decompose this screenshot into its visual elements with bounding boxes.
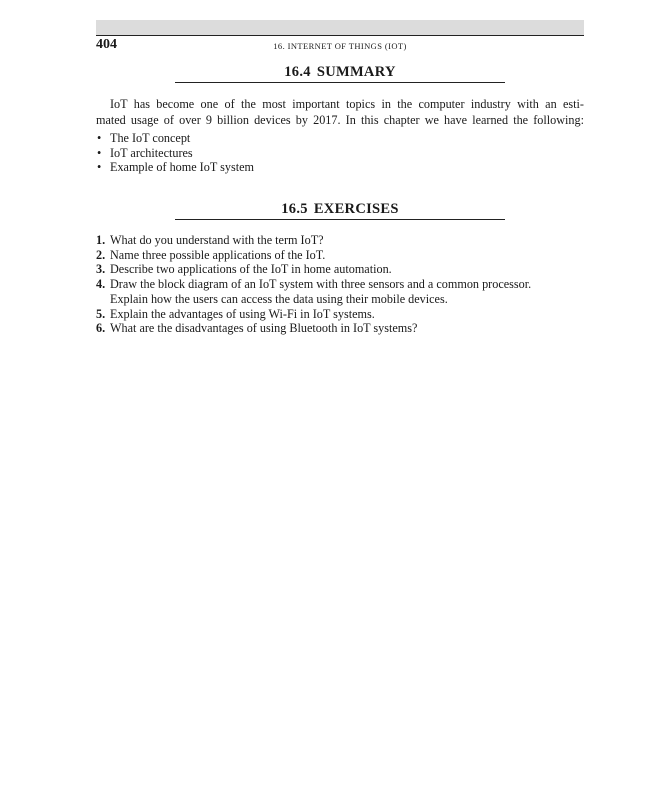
exercise-text: Draw the block diagram of an IoT system with three sensors and a common processor. <box>110 277 532 292</box>
exercise-number: 6. <box>96 321 106 336</box>
exercise-number: 2. <box>96 247 106 262</box>
exercise-text: Explain the advantages of using Wi-Fi in IoT systems. <box>110 306 375 321</box>
summary-number: 16.4 <box>284 64 311 80</box>
exercise-text-continuation: Explain how the users can access the data using their mobile devices. <box>110 291 448 306</box>
exercises-heading-rule <box>175 219 505 220</box>
summary-heading <box>175 64 505 81</box>
exercises-heading <box>175 201 505 218</box>
summary-paragraph <box>96 96 584 128</box>
summary-paragraph-line: IoT has become one of the most important topics in the computer industry with an esti- <box>110 97 584 111</box>
list-item: • IoT architectures <box>97 145 193 160</box>
exercise-number: 3. <box>96 262 106 277</box>
page-number: 404 <box>96 37 117 52</box>
summary-paragraph-line: mated usage of over 9 billion devices by 2017. In this chapter we have learned the following: <box>96 113 584 127</box>
bullet-icon: • <box>97 160 102 174</box>
exercise-item <box>96 307 584 322</box>
exercise-text: Describe two applications of the IoT in home automation. <box>110 262 392 277</box>
header-band <box>96 20 584 35</box>
bullet-icon: • <box>97 145 102 160</box>
exercises-number: 16.5 <box>281 201 308 217</box>
exercise-item <box>96 233 584 248</box>
exercise-text: What are the disadvantages of using Bluetooth in IoT systems? <box>110 321 418 336</box>
exercise-number: 5. <box>96 306 106 321</box>
exercise-item <box>96 262 584 277</box>
summary-bullet-list <box>96 131 584 175</box>
exercise-item <box>96 248 584 263</box>
exercise-number: 1. <box>96 233 106 247</box>
list-item: • Example of home IoT system <box>97 160 254 174</box>
summary-title: SUMMARY <box>316 64 396 80</box>
exercises-title: EXERCISES <box>313 201 399 217</box>
exercise-number: 4. <box>96 277 106 292</box>
exercise-item <box>96 277 584 306</box>
running-header <box>96 35 584 56</box>
summary-heading-rule <box>175 82 505 83</box>
chapter-title: 16. INTERNET OF THINGS (IOT) <box>273 41 407 51</box>
exercise-text: What do you understand with the term IoT? <box>110 233 324 247</box>
bullet-icon: • <box>97 131 102 145</box>
exercise-text: Name three possible applications of the IoT. <box>110 247 326 262</box>
list-item: • The IoT concept <box>97 131 191 145</box>
exercise-item <box>96 321 584 336</box>
exercises-list <box>96 233 584 336</box>
